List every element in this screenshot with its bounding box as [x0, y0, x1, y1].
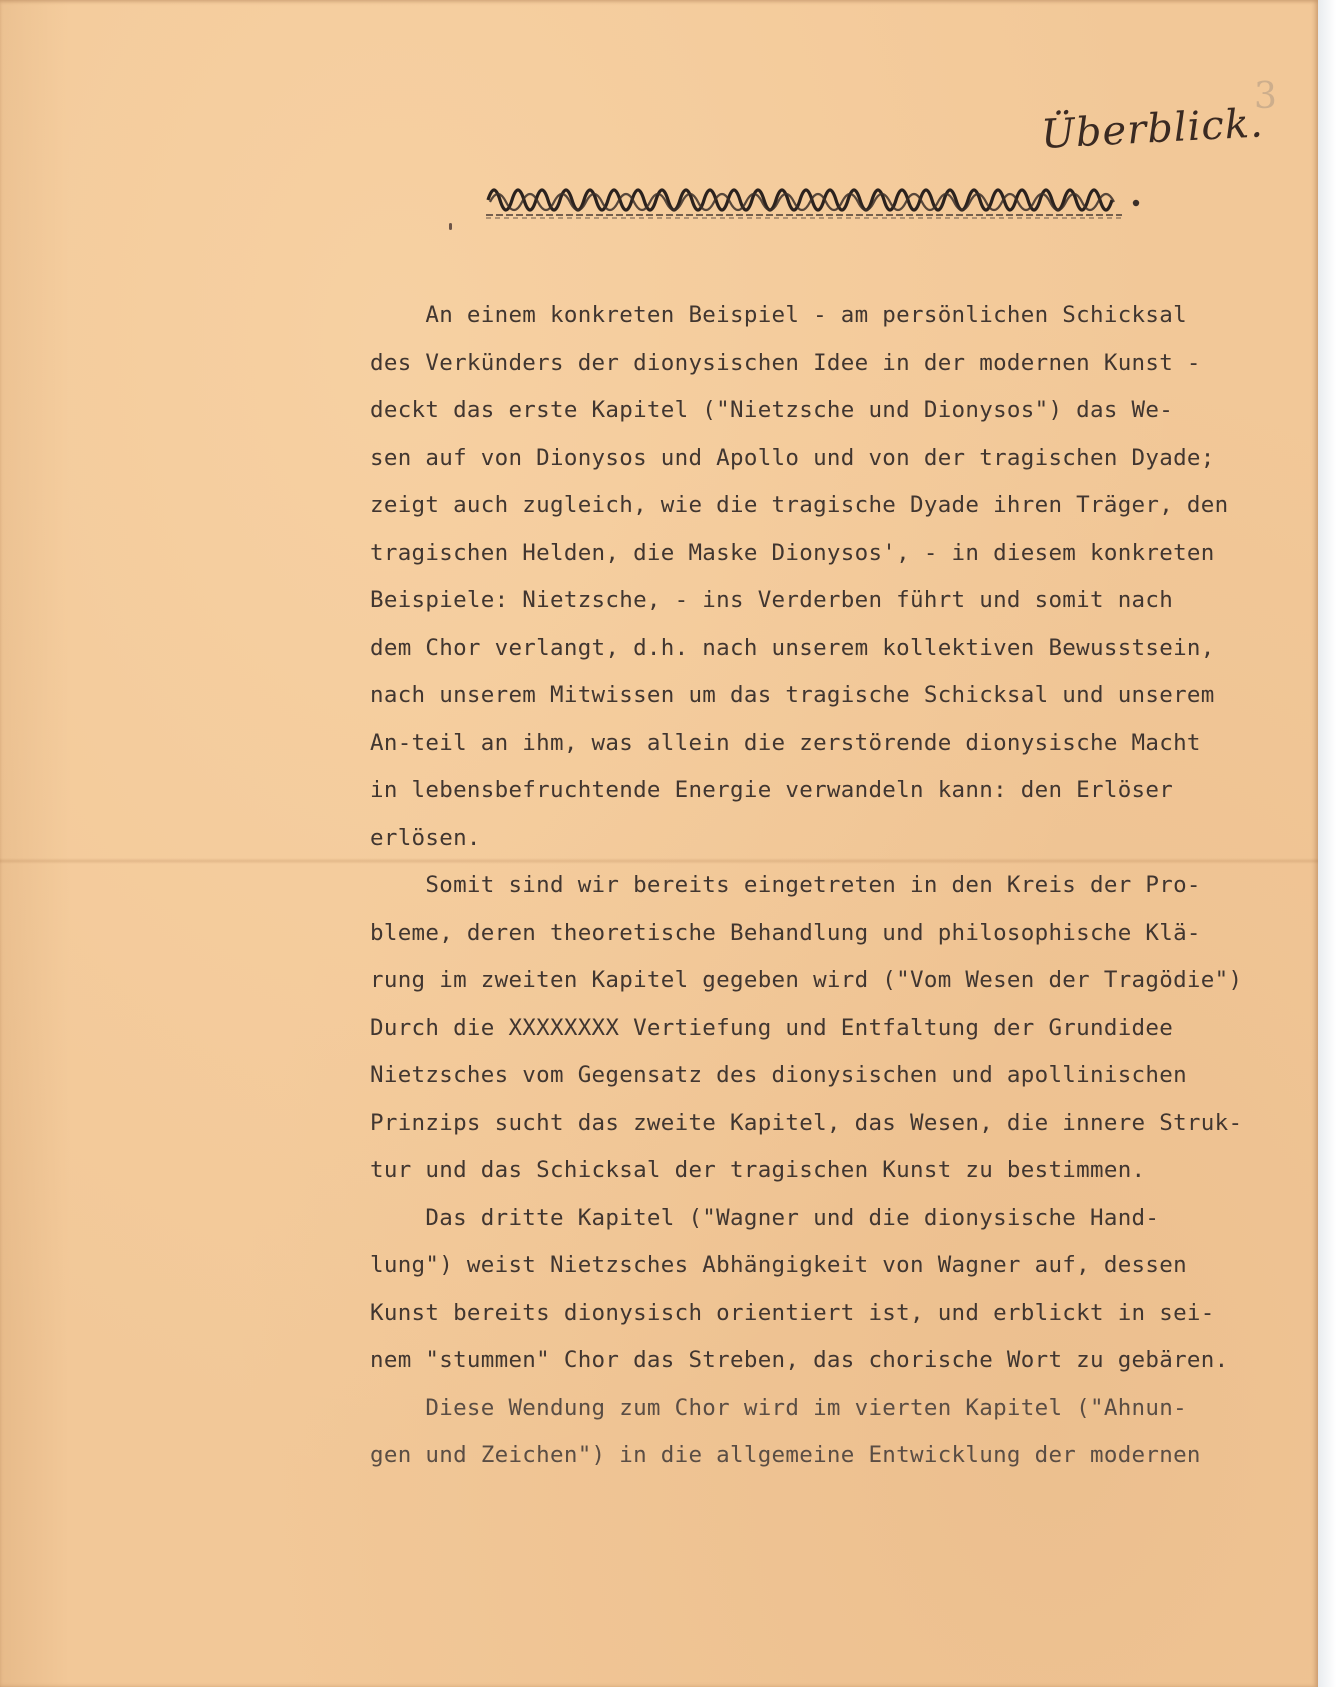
text-line: Diese Wendung zum Chor wird im vierten Kapitel ("Ahnun-	[370, 1394, 1187, 1421]
text-line: lung") weist Nietzsches Abhängigkeit von Wagner auf, dessen	[370, 1252, 1187, 1278]
struck-out-heading-scribble	[486, 170, 1186, 222]
text-line: tur und das Schicksal der tragischen Kunst zu bestimmen.	[370, 1157, 1146, 1183]
text-line: An einem konkreten Beispiel - am persönlichen Schicksal	[370, 302, 1187, 328]
struck-out-heading	[486, 170, 1186, 222]
text-line: nem "stummen" Chor das Streben, das chorische Wort zu gebären.	[370, 1347, 1229, 1373]
text-line: dem Chor verlangt, d.h. nach unserem kollektiven Bewusstsein,	[370, 634, 1215, 661]
text-line: Beispiele: Nietzsche, - ins Verderben führt und somit nach	[370, 587, 1174, 613]
text-line: sen auf von Dionysos und Apollo und von der tragischen Dyade;	[370, 444, 1215, 471]
scan-background	[1318, 0, 1336, 1687]
text-line: Durch die XXXXXXXX Vertiefung und Entfaltung der Grundidee	[370, 1014, 1174, 1041]
body-text	[370, 292, 1310, 1480]
text-line: erlösen.	[370, 824, 481, 851]
text-line: nach unserem Mitwissen um das tragische Schicksal und unserem	[370, 682, 1215, 708]
text-line: An-teil an ihm, was allein die zerstörende dionysische Macht	[370, 729, 1201, 756]
text-line: Somit sind wir bereits eingetreten in den Kreis der Pro-	[370, 872, 1201, 898]
handwritten-annotation: Überblick.	[1040, 100, 1265, 158]
text-line: bleme, deren theoretische Behandlung und philosophische Klä-	[370, 919, 1201, 946]
page-number-pencil: 3	[1254, 76, 1277, 117]
text-line: zeigt auch zugleich, wie die tragische Dyade ihren Träger, den	[370, 492, 1229, 518]
text-line: Prinzips sucht das zweite Kapitel, das Wesen, die innere Struk-	[370, 1109, 1243, 1136]
text-line: Nietzsches vom Gegensatz des dionysischen und apollinischen	[370, 1062, 1187, 1088]
text-line: rung im zweiten Kapitel gegeben wird ("Vom Wesen der Tragödie")	[370, 967, 1243, 993]
text-line: Das dritte Kapitel ("Wagner und die dionysische Hand-	[370, 1204, 1160, 1231]
text-line: in lebensbefruchtende Energie verwandeln kann: den Erlöser	[370, 777, 1174, 803]
text-line: tragischen Helden, die Maske Dionysos', - in diesem konkreten	[370, 539, 1215, 566]
text-line: des Verkünders der dionysischen Idee in der modernen Kunst -	[370, 349, 1201, 376]
text-line: Kunst bereits dionysisch orientiert ist, und erblickt in sei-	[370, 1299, 1215, 1326]
stray-ink-mark	[449, 223, 452, 230]
text-line: deckt das erste Kapitel ("Nietzsche und Dionysos") das We-	[370, 397, 1174, 423]
text-line: gen und Zeichen") in die allgemeine Entwicklung der modernen	[370, 1442, 1201, 1468]
